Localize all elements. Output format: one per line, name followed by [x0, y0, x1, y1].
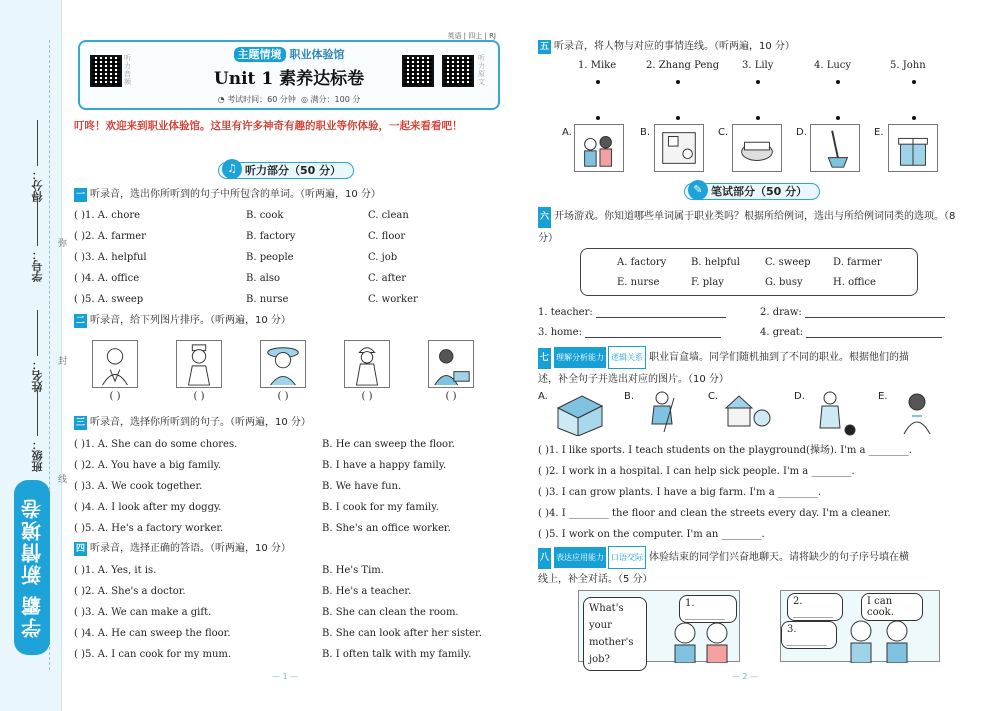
q5-name-dot-3[interactable] [756, 80, 760, 84]
q7-item-5[interactable] [538, 524, 968, 545]
question-8-tag2: 口语交际 [608, 546, 646, 569]
q2-answer-1[interactable]: ( ) [109, 391, 121, 402]
q2-answer-5[interactable]: ( ) [445, 391, 457, 402]
q1-option-c[interactable]: C. worker [368, 294, 418, 305]
question-2-number: 二 [76, 316, 86, 326]
q7-letter-d: D. [794, 391, 805, 402]
q5-picture-dot-a[interactable] [596, 116, 600, 120]
q5-picture-c [732, 124, 782, 172]
q8-bubble-question: What's your mother's job? [583, 597, 647, 671]
q4-option-b[interactable]: B. She can clean the room. [322, 607, 459, 618]
q5-name-dot-2[interactable] [676, 80, 680, 84]
exam-header [78, 32, 500, 110]
writing-section-pill [684, 183, 820, 200]
exam-time: 考试时间：60 分钟 [227, 95, 296, 104]
headphones-icon: ♫ [222, 159, 242, 179]
q1-row-5 [74, 289, 504, 310]
q6-blank-4[interactable] [760, 326, 942, 338]
q1-option-b[interactable]: B. nurse [246, 294, 289, 305]
q6-word-a: A. factory [617, 257, 667, 268]
q3-option-b[interactable]: B. We have fun. [322, 481, 402, 492]
q5-name-2: 2. Zhang Peng [646, 60, 720, 71]
writing-section-title: 笔试部分（50 分） [711, 185, 808, 198]
q1-option-c[interactable]: C. after [368, 273, 407, 284]
qr-label-left: 听力音频 [124, 54, 131, 86]
q7-letter-a: A. [538, 391, 548, 402]
q8-dialog-right [780, 590, 940, 662]
question-3-text: 听录音，选择你所听到的句子。（听两遍，10 分） [90, 417, 311, 428]
grade-label: 英语 | 四上 | RJ [447, 32, 496, 40]
question-8-tag: 表达应用能力 [554, 547, 606, 568]
q3-row-3 [74, 476, 504, 497]
q6-word-b: B. helpful [691, 257, 741, 268]
question-5-prompt [538, 40, 795, 54]
q6-blank-1[interactable] [538, 306, 726, 318]
q5-name-1: 1. Mike [578, 60, 617, 71]
q7-farm-picture [722, 388, 774, 436]
q3-option-b[interactable]: B. He can sweep the floor. [322, 439, 455, 450]
q4-row-1 [74, 560, 504, 581]
q4-option-a[interactable]: ( )2. A. She's a doctor. [74, 586, 186, 597]
question-8-text-line2: 线上，补全对话。（5 分） [538, 574, 653, 585]
q5-name-dot-1[interactable] [596, 80, 600, 84]
question-6-text: 开场游戏。你知道哪些单词属于职业类吗？根据所给例词，选出与所给例词同类的选项。（8 分） [538, 211, 956, 244]
name-field: 姓名： [30, 310, 46, 392]
question-2-prompt [74, 314, 291, 328]
q2-farmer-picture [260, 340, 306, 388]
question-4-number: 四 [76, 544, 86, 554]
q3-option-a[interactable]: ( )5. A. He's a factory worker. [74, 523, 224, 534]
q1-option-b[interactable]: B. people [246, 252, 294, 263]
q5-name-dot-4[interactable] [836, 80, 840, 84]
q3-row-2 [74, 455, 504, 476]
q3-option-b[interactable]: B. I have a happy family. [322, 460, 447, 471]
q5-name-5: 5. John [890, 60, 926, 71]
q5-picture-dot-e[interactable] [912, 116, 916, 120]
q2-doctor-picture [92, 340, 138, 388]
q1-option-a[interactable]: ( )4. A. office [74, 273, 140, 284]
q5-picture-dot-b[interactable] [676, 116, 680, 120]
q1-option-c[interactable]: C. job [368, 252, 398, 263]
page-number-2: — 2 — [732, 672, 759, 681]
question-5-number: 五 [540, 42, 550, 52]
q3-row-1 [74, 434, 504, 455]
question-6-prompt [538, 206, 964, 249]
q2-answer-4[interactable]: ( ) [361, 391, 373, 402]
q4-option-b[interactable]: B. I often talk with my family. [322, 649, 472, 660]
q5-name-3: 3. Lily [742, 60, 774, 71]
q1-option-a[interactable]: ( )5. A. sweep [74, 294, 144, 305]
question-4-text: 听录音，选择正确的答语。（听两遍，10 分） [90, 543, 291, 554]
theme-text: 职业体验馆 [289, 48, 345, 61]
q4-option-a[interactable]: ( )5. A. I can cook for my mum. [74, 649, 232, 660]
q4-row-3 [74, 602, 504, 623]
q2-worker-picture [344, 340, 390, 388]
q4-option-b[interactable]: B. He's a teacher. [322, 586, 412, 597]
q5-picture-d [810, 124, 860, 172]
q1-row-2 [74, 226, 504, 247]
q6-word-d: D. farmer [833, 257, 882, 268]
q7-item-1-text: ( )1. I like sports. I teach students on the playground(操场). I'm a ________. [538, 445, 912, 456]
q6-word-g: G. busy [765, 277, 803, 288]
qr-label-right: 听力原文 [478, 54, 485, 86]
q5-name-dot-5[interactable] [912, 80, 916, 84]
q1-option-a[interactable]: ( )1. A. chore [74, 210, 141, 221]
q7-letter-e: E. [878, 391, 888, 402]
q1-option-c[interactable]: C. floor [368, 231, 406, 242]
q5-picture-dot-d[interactable] [836, 116, 840, 120]
q7-item-3[interactable] [538, 482, 968, 503]
binding-mark-mi: 弥 [58, 239, 68, 249]
q7-item-1[interactable] [538, 440, 968, 461]
q7-pe-teacher-picture [806, 388, 858, 436]
q4-row-4 [74, 623, 504, 644]
question-8-number: 八 [538, 548, 551, 569]
q5-picture-dot-c[interactable] [756, 116, 760, 120]
q7-item-4-text: ( )4. I ________ the floor and clean the streets every day. I'm a cleaner. [538, 508, 891, 519]
q1-row-1 [74, 205, 504, 226]
listening-section-pill [218, 162, 354, 179]
q4-option-a[interactable]: ( )1. A. Yes, it is. [74, 565, 157, 576]
q3-option-b[interactable]: B. I cook for my family. [322, 502, 439, 513]
q7-letter-b: B. [624, 391, 635, 402]
q5-letter-e: E. [874, 127, 884, 138]
q8-dialog-left [578, 590, 740, 665]
q7-office-picture [552, 388, 606, 436]
q7-item-2[interactable] [538, 461, 968, 482]
q6-word-h: H. office [833, 277, 876, 288]
q2-office-worker-picture [428, 340, 474, 388]
question-7-prompt [538, 346, 968, 390]
q3-option-a[interactable]: ( )2. A. You have a big family. [74, 460, 222, 471]
q6-blank-3[interactable] [538, 326, 721, 338]
q8-bubble-cook: I can cook. [861, 593, 923, 621]
q5-picture-b [654, 124, 704, 172]
q1-option-b[interactable]: B. cook [246, 210, 284, 221]
question-7-tag2: 逻辑关系 [608, 346, 646, 369]
q8-children-right [841, 615, 921, 663]
theme-tag: 主题情境 [234, 47, 286, 62]
question-3-prompt [74, 416, 311, 430]
q8-bubble-answer-1[interactable]: 1. ________ [679, 595, 737, 623]
theme-line [80, 46, 498, 62]
class-field: 班级： [30, 390, 46, 472]
q1-option-c[interactable]: C. clean [368, 210, 409, 221]
q3-option-b[interactable]: B. She's an office worker. [322, 523, 451, 534]
binding-strip [0, 0, 68, 711]
q1-option-a[interactable]: ( )3. A. helpful [74, 252, 147, 263]
binding-mark-feng: 封 [58, 357, 68, 367]
q6-word-f: F. play [691, 277, 724, 288]
q6-word-e: E. nurse [617, 277, 660, 288]
page-number-1: — 1 — [272, 672, 299, 681]
q6-word-box [580, 248, 918, 296]
binding-mark-xian: 线 [58, 475, 68, 485]
q7-item-3-text: ( )3. I can grow plants. I have a big farm. I'm a ________. [538, 487, 822, 498]
q3-option-a[interactable]: ( )3. A. We cook together. [74, 481, 203, 492]
q7-item-5-text: ( )5. I work on the computer. I'm an ________. [538, 529, 765, 540]
q4-option-a[interactable]: ( )4. A. He can sweep the floor. [74, 628, 231, 639]
q8-bubble-answer-2[interactable]: 2. ________ [787, 593, 843, 621]
q8-children-left [667, 617, 737, 663]
q5-picture-a [574, 124, 624, 172]
q1-option-b[interactable]: B. factory [246, 231, 296, 242]
q5-letter-a: A. [562, 127, 572, 138]
brand-logo: 学霸 新情境卷 [14, 480, 50, 655]
question-7-tag: 理解分析能力 [554, 347, 606, 368]
q6-blank-4-label: 4. great: [760, 327, 804, 338]
student-id-field: 学号： [30, 200, 46, 282]
q1-option-a[interactable]: ( )2. A. farmer [74, 231, 146, 242]
listening-section-title: 听力部分（50 分） [245, 164, 342, 177]
exam-score: 满分：100 分 [310, 95, 361, 104]
q7-cleaner-picture [638, 388, 688, 436]
q5-name-4: 4. Lucy [814, 60, 852, 71]
q6-blank-2[interactable] [760, 306, 945, 318]
question-1-prompt [74, 188, 381, 202]
question-5-text: 听录音，将人物与对应的事情连线。（听两遍，10 分） [554, 41, 795, 52]
q1-row-3 [74, 247, 504, 268]
q3-row-4 [74, 497, 504, 518]
q1-option-b[interactable]: B. also [246, 273, 281, 284]
q6-blank-3-label: 3. home: [538, 327, 582, 338]
q4-option-b[interactable]: B. He's Tim. [322, 565, 384, 576]
q7-letter-c: C. [708, 391, 719, 402]
q7-nurse-picture [892, 388, 942, 436]
q3-option-a[interactable]: ( )1. A. She can do some chores. [74, 439, 238, 450]
q7-item-4[interactable] [538, 503, 968, 524]
question-2-text: 听录音，给下列图片排序。（听两遍，10 分） [90, 315, 291, 326]
q6-blank-2-label: 2. draw: [760, 307, 802, 318]
question-1-text: 听录音，选出你所听到的句子中所包含的单词。（听两遍，10 分） [90, 189, 381, 200]
q4-option-b[interactable]: B. She can look after her sister. [322, 628, 482, 639]
q2-answer-3[interactable]: ( ) [277, 391, 289, 402]
page-title: Unit 1 素养达标卷 [213, 69, 365, 89]
q7-item-2-text: ( )2. I work in a hospital. I can help sick people. I'm a ________. [538, 466, 855, 477]
question-6-number: 六 [538, 207, 551, 228]
q2-answer-2[interactable]: ( ) [193, 391, 205, 402]
question-7-number: 七 [538, 348, 551, 369]
question-7-text-line2: 述，补全句子并选出对应的图片。（10 分） [538, 374, 729, 385]
question-4-prompt [74, 542, 291, 556]
pencil-icon: ✎ [688, 180, 708, 200]
question-3-number: 三 [76, 418, 86, 428]
q5-letter-c: C. [718, 127, 729, 138]
intro-text: 叮咚！欢迎来到职业体验馆。这里有许多神奇有趣的职业等你体验，一起来看看吧！ [74, 120, 463, 132]
q4-row-2 [74, 581, 504, 602]
q5-letter-d: D. [796, 127, 807, 138]
question-8-prompt [538, 546, 968, 590]
q6-blank-1-label: 1. teacher: [538, 307, 593, 318]
question-7-text-line1: 职业盲盒墙。同学们随机抽到了不同的职业。根据他们的描 [649, 352, 910, 363]
score-field: 得分： [30, 120, 46, 202]
q3-option-a[interactable]: ( )4. A. I look after my doggy. [74, 502, 222, 513]
q4-option-a[interactable]: ( )3. A. We can make a gift. [74, 607, 212, 618]
question-1-number: 一 [76, 190, 86, 200]
q4-row-5 [74, 644, 504, 665]
q5-picture-e [888, 124, 938, 172]
q3-row-5 [74, 518, 504, 539]
q8-bubble-answer-3[interactable]: 3. ________ [781, 621, 837, 649]
q6-word-c: C. sweep [765, 257, 811, 268]
q1-row-4 [74, 268, 504, 289]
q5-letter-b: B. [640, 127, 651, 138]
exam-meta: ◔ 考试时间：60 分钟 ◎ 满分：100 分 [217, 95, 361, 104]
q2-nurse-picture [176, 340, 222, 388]
question-8-text-line1: 体验结束的同学们兴奋地聊天。请将缺少的句子序号填在横 [649, 552, 910, 563]
